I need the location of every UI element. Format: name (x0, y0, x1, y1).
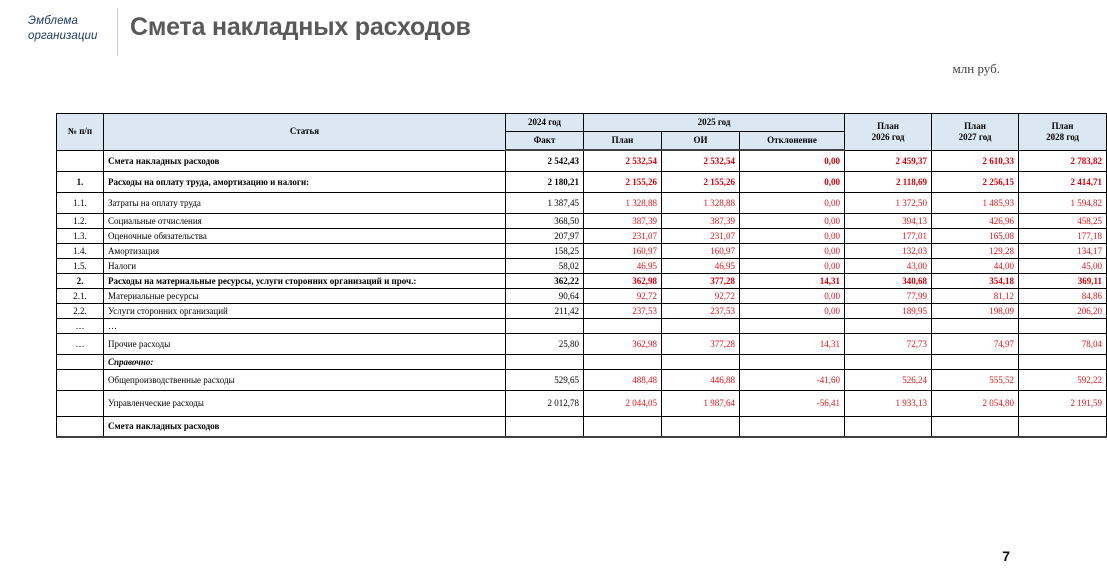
cell-row-number: … (57, 333, 104, 354)
cell-item-name: Управленческие расходы (104, 390, 506, 416)
cell-plan-2026: 1 372,50 (845, 192, 932, 213)
cell-oi-2025 (662, 354, 740, 369)
cell-plan-2027: 354,18 (932, 273, 1019, 288)
cell-oi-2025: 237,53 (662, 303, 740, 318)
cell-row-number (57, 416, 104, 437)
cell-deviation-2025: 0,00 (740, 150, 845, 171)
cell-oi-2025: 2 155,26 (662, 171, 740, 192)
col-header-plan-2028: План 2028 год (1019, 114, 1107, 151)
table-body (57, 150, 1107, 437)
cell-oi-2025: 231,07 (662, 228, 740, 243)
table-header (57, 114, 1107, 151)
cell-plan-2026: 2 118,69 (845, 171, 932, 192)
cell-plan-2025: 2 532,54 (584, 150, 662, 171)
cell-plan-2028: 369,11 (1019, 273, 1107, 288)
cell-plan-2028: 177,18 (1019, 228, 1107, 243)
cell-oi-2025: 387,39 (662, 213, 740, 228)
table-row (57, 390, 1107, 416)
cell-plan-2027: 2 610,33 (932, 150, 1019, 171)
cell-plan-2026 (845, 416, 932, 437)
page-number: 7 (1002, 548, 1010, 564)
cell-oi-2025: 377,28 (662, 333, 740, 354)
col-header-plan: План (584, 132, 662, 151)
table-row (57, 150, 1107, 171)
col-header-fact: Факт (506, 132, 584, 151)
cell-plan-2028 (1019, 318, 1107, 333)
cell-item-name: Социальные отчисления (104, 213, 506, 228)
cell-plan-2027: 555,52 (932, 369, 1019, 390)
col-header-oi: ОИ (662, 132, 740, 151)
cell-plan-2025: 237,53 (584, 303, 662, 318)
cell-plan-2025 (584, 416, 662, 437)
cell-deviation-2025: 0,00 (740, 303, 845, 318)
cell-plan-2027 (932, 354, 1019, 369)
cell-plan-2028: 45,00 (1019, 258, 1107, 273)
cell-plan-2025: 231,07 (584, 228, 662, 243)
cell-item-name: Прочие расходы (104, 333, 506, 354)
cell-deviation-2025: 0,00 (740, 243, 845, 258)
cell-row-number: 2.2. (57, 303, 104, 318)
cell-fact-2024: 529,65 (506, 369, 584, 390)
cell-row-number: 1.3. (57, 228, 104, 243)
cell-plan-2026: 72,73 (845, 333, 932, 354)
col-header-item: Статья (104, 114, 506, 151)
cell-plan-2028: 84,86 (1019, 288, 1107, 303)
cell-plan-2027 (932, 318, 1019, 333)
cell-row-number: 2.1. (57, 288, 104, 303)
cell-plan-2025: 160,97 (584, 243, 662, 258)
cell-plan-2028: 458,25 (1019, 213, 1107, 228)
cell-fact-2024: 211,42 (506, 303, 584, 318)
cell-item-name: Оценочные обязательства (104, 228, 506, 243)
cell-row-number (57, 390, 104, 416)
cell-plan-2025: 92,72 (584, 288, 662, 303)
cell-plan-2028: 1 594,82 (1019, 192, 1107, 213)
cell-deviation-2025: 0,00 (740, 288, 845, 303)
table-row (57, 273, 1107, 288)
cell-row-number: … (57, 318, 104, 333)
cell-deviation-2025: 0,00 (740, 228, 845, 243)
cell-plan-2027: 2 256,15 (932, 171, 1019, 192)
cell-oi-2025 (662, 318, 740, 333)
cell-plan-2028: 134,17 (1019, 243, 1107, 258)
cell-row-number: 2. (57, 273, 104, 288)
cell-fact-2024: 158,25 (506, 243, 584, 258)
cell-deviation-2025 (740, 318, 845, 333)
cell-item-name: Затраты на оплату труда (104, 192, 506, 213)
cell-item-name: Амортизация (104, 243, 506, 258)
cell-fact-2024: 2 180,21 (506, 171, 584, 192)
cell-plan-2027 (932, 416, 1019, 437)
cell-row-number: 1.2. (57, 213, 104, 228)
cell-plan-2026: 77,99 (845, 288, 932, 303)
cell-item-name: Смета накладных расходов (104, 416, 506, 437)
cell-plan-2025 (584, 318, 662, 333)
cell-oi-2025: 446,88 (662, 369, 740, 390)
cell-plan-2026: 394,13 (845, 213, 932, 228)
table-row (57, 369, 1107, 390)
cell-row-number: 1.4. (57, 243, 104, 258)
cell-plan-2026: 2 459,37 (845, 150, 932, 171)
cell-plan-2025: 362,98 (584, 333, 662, 354)
cell-item-name: Смета накладных расходов (104, 150, 506, 171)
cell-plan-2027: 426,96 (932, 213, 1019, 228)
cell-item-name: Общепроизводственные расходы (104, 369, 506, 390)
table-row (57, 333, 1107, 354)
cell-plan-2025: 2 155,26 (584, 171, 662, 192)
cell-deviation-2025: 0,00 (740, 171, 845, 192)
cell-plan-2025: 1 328,88 (584, 192, 662, 213)
cell-plan-2027: 44,00 (932, 258, 1019, 273)
cell-deviation-2025: 0,00 (740, 213, 845, 228)
cell-row-number (57, 354, 104, 369)
cell-fact-2024: 207,97 (506, 228, 584, 243)
cell-plan-2026 (845, 318, 932, 333)
cell-plan-2027: 165,08 (932, 228, 1019, 243)
cell-fact-2024: 25,80 (506, 333, 584, 354)
cell-oi-2025: 377,28 (662, 273, 740, 288)
col-header-plan-2027: План 2027 год (932, 114, 1019, 151)
units-label: млн руб. (952, 61, 1000, 76)
cell-plan-2027: 1 485,93 (932, 192, 1019, 213)
cell-plan-2028: 592,22 (1019, 369, 1107, 390)
cell-item-name: … (104, 318, 506, 333)
cell-plan-2026: 43,00 (845, 258, 932, 273)
cell-plan-2028 (1019, 416, 1107, 437)
table-row (57, 303, 1107, 318)
cell-deviation-2025: 14,31 (740, 273, 845, 288)
cell-oi-2025: 1 328,88 (662, 192, 740, 213)
cell-plan-2028: 2 414,71 (1019, 171, 1107, 192)
cell-deviation-2025: 0,00 (740, 192, 845, 213)
cell-fact-2024 (506, 416, 584, 437)
cell-plan-2026: 189,95 (845, 303, 932, 318)
cell-row-number (57, 150, 104, 171)
table-row (57, 192, 1107, 213)
cell-plan-2028: 78,04 (1019, 333, 1107, 354)
col-header-year-2024: 2024 год (506, 114, 584, 132)
cell-plan-2027: 2 054,80 (932, 390, 1019, 416)
cell-fact-2024: 2 542,43 (506, 150, 584, 171)
cell-fact-2024: 368,50 (506, 213, 584, 228)
table-row (57, 213, 1107, 228)
cell-plan-2025: 362,98 (584, 273, 662, 288)
cell-plan-2027: 129,28 (932, 243, 1019, 258)
table-header-row-1 (57, 114, 1107, 132)
cell-plan-2027: 81,12 (932, 288, 1019, 303)
table-row (57, 318, 1107, 333)
cell-plan-2027: 74,97 (932, 333, 1019, 354)
cell-plan-2028: 2 783,82 (1019, 150, 1107, 171)
cell-fact-2024: 1 387,45 (506, 192, 584, 213)
header-divider (117, 8, 118, 56)
cell-plan-2026: 177,01 (845, 228, 932, 243)
cell-fact-2024: 2 012,78 (506, 390, 584, 416)
cell-deviation-2025: 0,00 (740, 258, 845, 273)
table-row (57, 288, 1107, 303)
cell-plan-2026 (845, 354, 932, 369)
cell-item-name: Налоги (104, 258, 506, 273)
cell-plan-2025: 488,48 (584, 369, 662, 390)
table-row (57, 258, 1107, 273)
cell-plan-2025: 387,39 (584, 213, 662, 228)
cell-plan-2025 (584, 354, 662, 369)
table-row (57, 171, 1107, 192)
cell-fact-2024 (506, 354, 584, 369)
cell-row-number: 1.5. (57, 258, 104, 273)
cell-plan-2026: 132,03 (845, 243, 932, 258)
cell-item-name: Услуги сторонних организаций (104, 303, 506, 318)
cell-fact-2024: 58,02 (506, 258, 584, 273)
col-header-plan-2026: План 2026 год (845, 114, 932, 151)
overhead-cost-estimate-table (56, 113, 1107, 438)
table-row (57, 243, 1107, 258)
emblem-line-2: организации (28, 30, 98, 42)
cell-oi-2025 (662, 416, 740, 437)
cell-oi-2025: 46,95 (662, 258, 740, 273)
cell-fact-2024 (506, 318, 584, 333)
budget-table-container (56, 113, 1103, 438)
cell-oi-2025: 92,72 (662, 288, 740, 303)
cell-fact-2024: 362,22 (506, 273, 584, 288)
cell-plan-2025: 46,95 (584, 258, 662, 273)
cell-row-number: 1. (57, 171, 104, 192)
cell-plan-2026: 340,68 (845, 273, 932, 288)
cell-plan-2025: 2 044,05 (584, 390, 662, 416)
table-row (57, 354, 1107, 369)
table-row (57, 228, 1107, 243)
cell-item-name: Расходы на оплату труда, амортизацию и налоги: (104, 171, 506, 192)
col-header-deviation: Отклонение (740, 132, 845, 151)
cell-row-number: 1.1. (57, 192, 104, 213)
cell-oi-2025: 160,97 (662, 243, 740, 258)
cell-plan-2028 (1019, 354, 1107, 369)
cell-plan-2027: 198,09 (932, 303, 1019, 318)
cell-oi-2025: 2 532,54 (662, 150, 740, 171)
cell-deviation-2025 (740, 354, 845, 369)
cell-oi-2025: 1 987,64 (662, 390, 740, 416)
table-row (57, 416, 1107, 437)
col-header-year-2025: 2025 год (584, 114, 845, 132)
cell-item-name: Расходы на материальные ресурсы, услуги сторонних организаций и проч.: (104, 273, 506, 288)
cell-deviation-2025: -56,41 (740, 390, 845, 416)
cell-plan-2028: 2 191,59 (1019, 390, 1107, 416)
cell-item-name: Материальные ресурсы (104, 288, 506, 303)
organization-emblem (28, 14, 120, 44)
cell-deviation-2025: -41,60 (740, 369, 845, 390)
cell-item-name: Справочно: (104, 354, 506, 369)
cell-row-number (57, 369, 104, 390)
cell-fact-2024: 90,64 (506, 288, 584, 303)
cell-deviation-2025: 14,31 (740, 333, 845, 354)
cell-deviation-2025 (740, 416, 845, 437)
page-title: Смета накладных расходов (130, 13, 471, 41)
col-header-number: № п/п (57, 114, 104, 151)
emblem-line-1: Эмблема (28, 15, 78, 27)
cell-plan-2026: 526,24 (845, 369, 932, 390)
cell-plan-2028: 206,20 (1019, 303, 1107, 318)
cell-plan-2026: 1 933,13 (845, 390, 932, 416)
